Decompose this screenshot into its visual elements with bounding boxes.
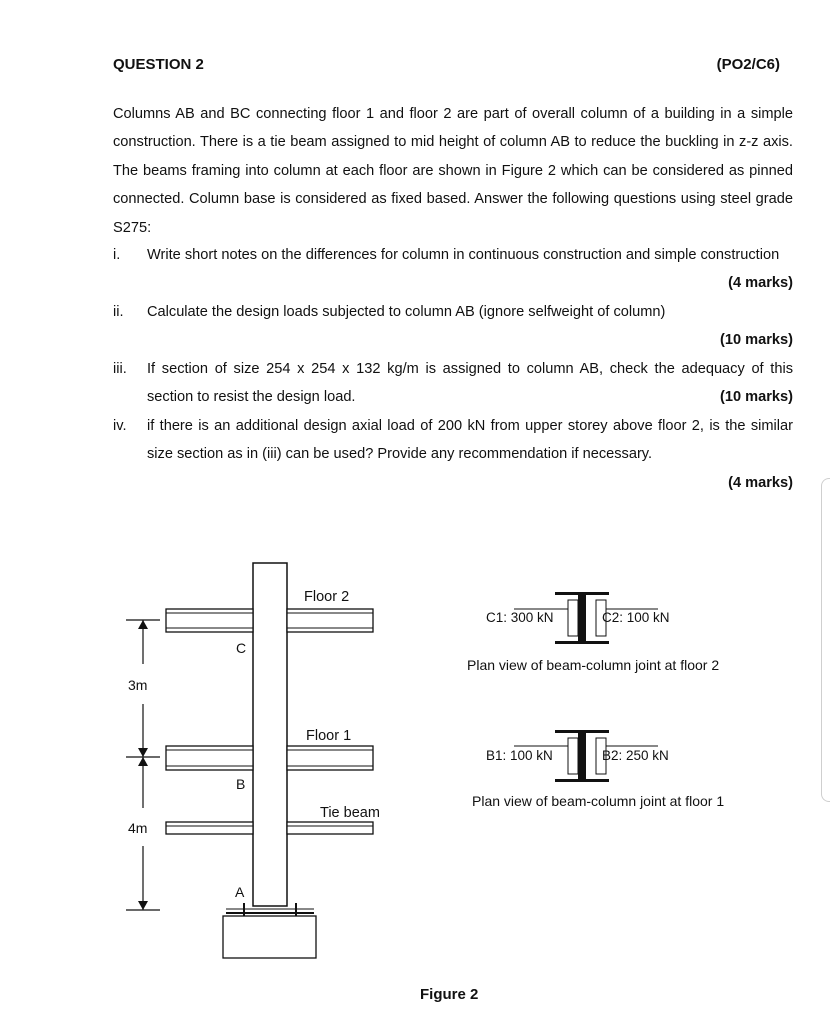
question-marks: (10 marks) xyxy=(719,332,793,349)
floor-2-label: Floor 2 xyxy=(304,589,350,605)
figure-caption: Figure 2 xyxy=(420,986,479,1003)
tie-beam-label: Tie beam xyxy=(320,805,380,821)
question-title: QUESTION 2 xyxy=(113,56,204,73)
plan-view-floor-1-caption: Plan view of beam-column joint at floor 1 xyxy=(472,793,725,809)
question-number: iii. xyxy=(113,361,127,377)
figure-2-diagram xyxy=(0,540,830,980)
question-item-4 xyxy=(113,412,793,497)
plan-view-floor-2 xyxy=(486,592,670,644)
floor-1-label: Floor 1 xyxy=(306,728,352,744)
dimension-lower: 4m xyxy=(128,820,148,836)
question-number: i. xyxy=(113,247,121,263)
scroll-edge[interactable] xyxy=(821,478,830,802)
plan-view-floor-1 xyxy=(486,730,669,782)
intro-paragraph: Columns AB and BC connecting floor 1 and floor 2 are part of overall column of a building in a simple construction. There is a tie beam assigned to mid height of column AB to reduce the buckling in z-z axis. The beams framing into column at each floor are shown in Figure 2 which can be considered as pinned connected. Column base is considered as fixed based. Answer the following questions using steel grade S275: xyxy=(113,106,793,236)
point-c-label: C xyxy=(236,640,247,656)
question-item-3 xyxy=(113,355,793,412)
column-ac xyxy=(253,563,287,906)
question-number: iv. xyxy=(113,418,127,434)
point-a-label: A xyxy=(235,884,245,900)
beam-c1-load: C1: 300 kN xyxy=(486,610,554,625)
question-item-2 xyxy=(113,298,793,355)
question-text: If section of size 254 x 254 x 132 kg/m is assigned to column AB, check the adequacy of this section to resist the design load. xyxy=(147,361,793,406)
question-marks: (4 marks) xyxy=(728,474,793,491)
question-text: Write short notes on the differences for column in continuous construction and simple construction xyxy=(147,247,780,263)
dimension-lines xyxy=(126,620,160,910)
question-code: (PO2/C6) xyxy=(716,56,780,73)
plan-view-floor-2-caption: Plan view of beam-column joint at floor 2 xyxy=(467,657,720,673)
question-marks: (4 marks) xyxy=(728,275,793,292)
question-number: ii. xyxy=(113,304,124,320)
question-item-1 xyxy=(113,241,793,298)
point-b-label: B xyxy=(236,776,246,792)
dimension-upper: 3m xyxy=(128,677,148,693)
beam-b2-load: B2: 250 kN xyxy=(602,748,669,763)
question-text: if there is an additional design axial load of 200 kN from upper storey above floor 2, is the similar size section as in (iii) can be used? Provide any recommendation if necessary. xyxy=(147,418,793,463)
question-marks: (10 marks) xyxy=(719,389,793,406)
beam-b1-load: B1: 100 kN xyxy=(486,748,553,763)
beam-c2-load: C2: 100 kN xyxy=(602,610,670,625)
fixed-base xyxy=(223,903,316,958)
question-text: Calculate the design loads subjected to column AB (ignore selfweight of column) xyxy=(147,304,666,320)
